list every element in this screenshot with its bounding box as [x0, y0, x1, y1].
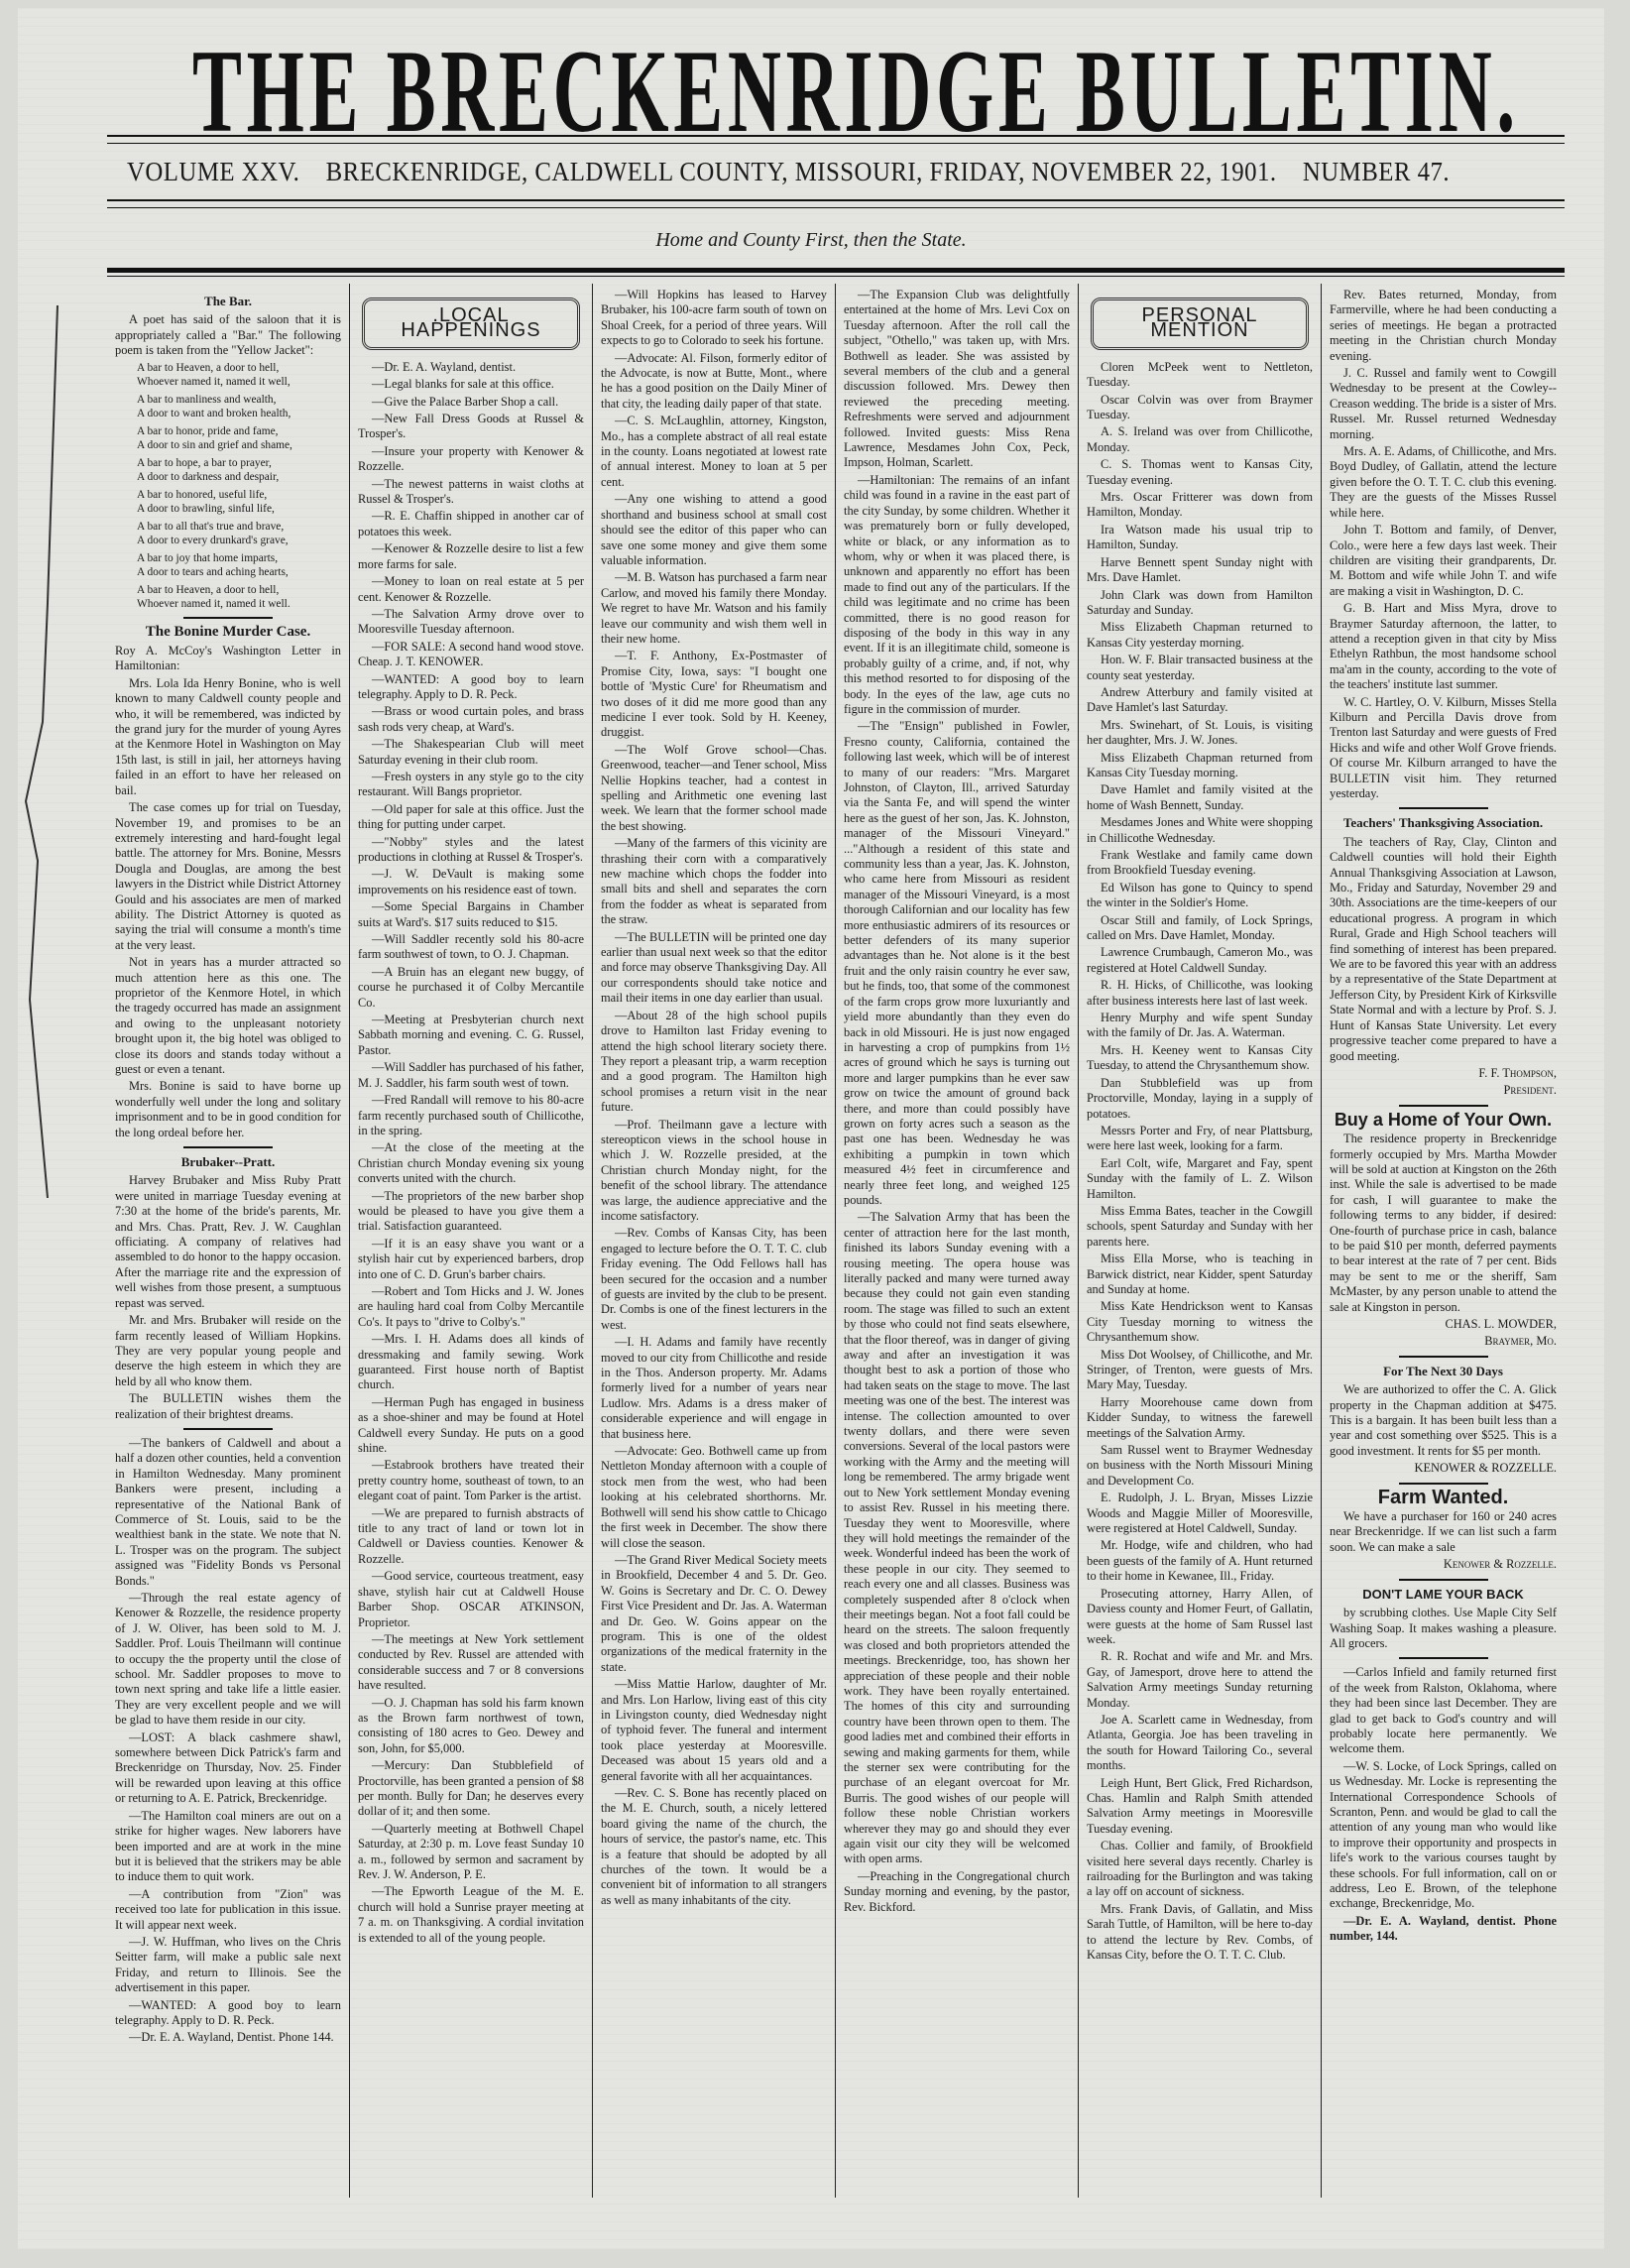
masthead-rule-top — [107, 135, 1565, 144]
news-item: —The Salvation Army drove over to Mooresville Tuesday afternoon. — [358, 606, 584, 637]
news-item: —Prof. Theilmann gave a lecture with stereopticon views in the school house in which J. W. Rozzelle presided, at the Christian church Monday night, for the benefit of the school library. The attendance was large, the audience appreciative and the income satisfactory. — [601, 1117, 827, 1223]
masthead — [18, 18, 1604, 158]
separator — [1399, 1105, 1488, 1107]
column-1 — [107, 284, 350, 2198]
poem — [115, 361, 341, 611]
signature-location: Braymer, Mo. — [1484, 1334, 1557, 1349]
personal-item: Oscar Colvin was over from Braymer Tuesday. — [1087, 392, 1313, 422]
personal-item: A. S. Ireland was over from Chillicothe, Monday. — [1087, 424, 1313, 454]
separator — [1399, 1356, 1488, 1358]
news-item: —T. F. Anthony, Ex-Postmaster of Promise City, Iowa, says: "I bought one bottle of 'Mystic Cure' for Rheumatism and two doses of it did me more good than any medicine I ever took. Sold by H. Keeney, druggist. — [601, 649, 827, 740]
poem-line: Whoever named it, named it well. — [137, 597, 291, 610]
news-item: —Estabrook brothers have treated their pretty country home, southeast of town, to an elegant coat of paint. Tom Parker is the artist. — [358, 1458, 584, 1503]
column-5 — [1079, 284, 1322, 2198]
ad-text: We are authorized to offer the C. A. Glick property in the Chapman addition at $475. This is a bargain. It has been built less than a year and cost something over $525. This is a good investment. It rents for $5 per month. — [1330, 1382, 1557, 1458]
personal-item: Miss Kate Hendrickson went to Kansas City Tuesday morning to witness the Chrysanthemum show. — [1087, 1299, 1313, 1345]
news-item: —Any one wishing to attend a good shorthand and business school at small cost should see the editor of this paper who can save one some money and give them some valuable information. — [601, 492, 827, 567]
byline: Roy A. McCoy's Washington Letter in Hamiltonian: — [115, 644, 341, 673]
news-item: —Dr. E. A. Wayland, Dentist. Phone 144. — [129, 2030, 334, 2045]
personal-item: Hon. W. F. Blair transacted business at the county seat yesterday. — [1087, 653, 1313, 682]
columns — [107, 284, 1565, 2198]
ad-heading-buy-a-home: Buy a Home of Your Own. — [1334, 1109, 1553, 1130]
personal-item: Miss Ella Morse, who is teaching in Barwick district, near Kidder, spent Saturday and Sunday at home. — [1087, 1252, 1313, 1296]
personal-item: Miss Emma Bates, teacher in the Cowgill schools, spent Saturday and Sunday with her parents here. — [1087, 1203, 1313, 1249]
poem-line: A bar to Heaven, a door to hell, — [137, 583, 280, 596]
news-item: —The Salvation Army that has been the center of attraction here for the last month, finished its labors Sunday evening with a rousing meeting. The opera house was literally packed and many were turned away because they could not gain even standing room. The stage was filled to such an extent by those who could not find seats elsewhere, that the floor thereof, was in danger of giving away and after an investigation it was thought best to ask a portion of those who had taken seats on the stage to move. The last meeting was one of the best. The interest was intense. The collection amounted to over twenty dollars, and there were seven conversions. Several of the local pastors were working with the Army and the meeting will long be remembered. The army brigade went out to New York settlement Monday evening to assist Rev. Russel in his meeting there. Tuesday they went to Mooresville, where they will hold meetings the remainder of the week. Wonderful indeed has been the work of these people in our city. They seemed to reach every one and all classes. Business was completely suspended after 8 o'clock when their meetings began. Not a foot fall could be heard on the streets. The saloon frequently was closed and both proprietors attended the meetings. Breckenridge, too, has shown her appreciation of these people and their noble work. They have been royally entertained. The homes of this city and surrounding country have been thrown open to them. The good ladies met and combined their efforts in sewing and making garments for them, while the sterner sex were contributing for the purchase of an elegant overcoat for Mr. Burris. The good wishes of our people will follow these noble Christian workers wherever they may go and should they ever again visit our city they will be welcomed with open arms. — [844, 1210, 1070, 1866]
section-heading-personal-mention: PERSONAL MENTION — [1091, 298, 1309, 350]
article-text: The teachers of Ray, Clay, Clinton and Caldwell counties will hold their Eighth Annual Thanksgiving Association at Lawson, Mo., Friday and Saturday, November 29 and 30th. Associations are the time-keepers of our educational progress. A program in which Rural, Grade and High School teachers will find something of interest has been prepared. We are to be favored this year with an address by a representative of the State Department at Jefferson City, by President Kirk of Kirksville State Normal and with a lecture by Prof. S. J. Hunt of Kansas State University. Let every progressive teacher come prepared to have a good meeting. — [1330, 834, 1557, 1063]
news-item: —Old paper for sale at this office. Just the thing for putting under carpet. — [358, 801, 584, 832]
poem-line: A door to want and broken health, — [137, 407, 291, 419]
poem-line: A bar to hope, a bar to prayer, — [137, 456, 272, 469]
personal-item: J. C. Russel and family went to Cowgill Wednesday to be present at the Cowley--Creason wedding. The bride is a sister of Mrs. Russel. Mr. Russel returned Wednesday morning. — [1330, 366, 1557, 441]
news-item: —The "Ensign" published in Fowler, Fresno county, California, contained the following last week, which will be of interest to many of our readers: "Mrs. Margaret Johnston, of Clayton, Ill., arrived Saturday via the Santa Fe, and will spend the winter here as the guest of her son, Jas. K. Johnston, manager of the Missouri Vineyard." ..."Although a resident of this state and community less than a year, Jas. K. Johnston, who came here from Missouri as resident manager of the Missouri Vineyard, is a most thorough Californian and our locality has few more enthusiastic admirers of its resources or better defenders of its many superior advantages than he. Not alone is it the best fruit and the only raisin country he ever saw, but he finds, too, that some of the commonest of the farm crops grow more luxuriantly and yield more abundantly than they even do back in old Missouri. He is just now engaged in harvesting a crop of pumpkins from 1½ acres of ground which he says is turning out more and larger pumpkins than he ever saw grow on twice the amount of ground back there, and more than could possibly have grown on forty acres such a season as the past one has been. Wednesday he was exhibiting a pumpkin in town which measured 4½ feet in circumference and nearly three feet long, and weighed 125 pounds. — [844, 719, 1070, 1207]
news-item: —New Fall Dress Goods at Russel & Trosper's. — [358, 412, 584, 441]
poem-line: A bar to joy that home imparts, — [137, 551, 279, 564]
heavy-rule — [107, 268, 1565, 273]
news-item: —The Epworth League of the M. E. church will hold a Sunrise prayer meeting at 7 a. m. on Thanksgiving. A cordial invitation is extended to all of the young people. — [358, 1884, 584, 1945]
news-item: —Will Hopkins has leased to Harvey Brubaker, his 100-acre farm south of town on Shoal Creek, for a period of three years. Will expects to go to Colorado to seek his fortune. — [601, 288, 827, 348]
paper-tear-decoration — [18, 305, 77, 1198]
news-item: —Insure your property with Kenower & Rozzelle. — [358, 443, 584, 474]
news-item: —Will Saddler has purchased of his father, M. J. Saddler, his farm south west of town. — [358, 1060, 584, 1090]
newspaper-title: THE BRECKENRIDGE BULLETIN. — [192, 24, 1520, 158]
personal-item: Miss Dot Woolsey, of Chillicothe, and Mr. Stringer, of Trenton, were guests of Mrs. Mary May, Tuesday. — [1087, 1347, 1313, 1392]
personal-item: Mrs. Swinehart, of St. Louis, is visiting her daughter, Mrs. J. W. Jones. — [1087, 717, 1313, 748]
news-item: —The BULLETIN will be printed one day earlier than usual next week so that the editor and force may observe Thanksgiving Day. All our correspondents should take notice and mail their items in one day earlier than usual. — [601, 929, 827, 1006]
news-item: —Give the Palace Barber Shop a call. — [372, 394, 559, 409]
news-item: —Quarterly meeting at Bothwell Chapel Saturday, at 2:30 p. m. Love feast Sunday 10 a. m., followed by sermon and sacrament by Rev. J. W. Anderson, P. E. — [358, 1821, 584, 1881]
news-item: —Through the real estate agency of Kenower & Rozzelle, the residence property of J. W. Oliver, has been sold to M. J. Saddler. Prof. Louis Theilmann will continue to occupy the the property until the close of school. Mr. Saddler proposes to move to town next spring and take life a little easier. They are very excellent people and we will be glad to have them reside in our city. — [115, 1591, 341, 1728]
news-item: —J. W. DeVault is making some improvements on his residence east of town. — [358, 867, 584, 896]
news-item: —If it is an easy shave you want or a stylish hair cut by experienced barbers, drop into one of C. D. Grun's barber chairs. — [358, 1236, 584, 1281]
news-item: —Fresh oysters in any style go to the city restaurant. Will Bangs proprietor. — [358, 769, 584, 799]
ad-text: by scrubbing clothes. Use Maple City Self Washing Soap. It makes washing a pleasure. All grocers. — [1330, 1606, 1557, 1650]
personal-item: Mrs. Oscar Fritterer was down from Hamilton, Monday. — [1087, 490, 1313, 520]
news-item: —M. B. Watson has purchased a farm near Carlow, and moved his family there Monday. We regret to have Mr. Watson and his family leave our community and wish them well in their new home. — [601, 570, 827, 646]
poem-line: A door to sin and grief and shame, — [137, 438, 292, 451]
personal-item: Oscar Still and family, of Lock Springs, called on Mrs. Dave Hamlet, Monday. — [1087, 912, 1313, 943]
personal-item: E. Rudolph, J. L. Bryan, Misses Lizzie Woods and Maggie Miller of Mooresville, were registered at Hotel Caldwell, Sunday. — [1087, 1491, 1313, 1536]
dateline — [127, 157, 1450, 187]
news-item: —The Wolf Grove school—Chas. Greenwood, teacher—and Tener school, Miss Nellie Hopkins teacher, had a contest in spelling and Arithmetic one evening last week. We learn that the former school made the best showing. — [601, 742, 827, 833]
news-item: —Some Special Bargains in Chamber suits at Ward's. $17 suits reduced to $15. — [358, 899, 584, 929]
poem-line: A door to brawling, sinful life, — [137, 502, 275, 515]
poem-line: A door to every drunkard's grave, — [137, 534, 289, 546]
article-heading-teachers: Teachers' Thanksgiving Association. — [1342, 815, 1544, 831]
personal-item: Frank Westlake and family came down from Brookfield Tuesday evening. — [1087, 848, 1313, 878]
article-text: Mrs. Lola Ida Henry Bonine, who is well known to many Caldwell county people and who, it will be remembered, was indicted by the grand jury for the murder of young Ayres at the Kenmore Hotel in Washington on May 15th last, is still in jail, her attorneys having failed in an effort to have her released on bail. — [115, 675, 341, 797]
personal-item: Earl Colt, wife, Margaret and Fay, spent Sunday with the family of L. Z. Wilson Hamilton. — [1087, 1155, 1313, 1201]
personal-item: R. H. Hicks, of Chillicothe, was looking after business interests here last of last week. — [1087, 978, 1313, 1008]
ad-text: We have a purchaser for 160 or 240 acres near Breckenridge. If we can list such a farm soon. We can make a sale — [1330, 1509, 1557, 1554]
news-item: —The Grand River Medical Society meets in Brookfield, December 4 and 5. Dr. Geo. W. Goins is Secretary and Dr. C. O. Dewey First Vice President and Dr. Jas. A. Waterman and Dr. Geo. W. Goins appear on the program. This is one of the oldest organizations of the medical fraternity in the state. — [601, 1552, 827, 1674]
news-item: —Mercury: Dan Stubblefield of Proctorville, has been granted a pension of $8 per month. Bully for Dan; he deserves every dollar of it; and then some. — [358, 1758, 584, 1819]
personal-item: Dan Stubblefield was up from Proctorville, Monday, laying in a supply of potatoes. — [1087, 1075, 1313, 1121]
news-item: —Will Saddler recently sold his 80-acre farm southwest of town, to O. J. Chapman. — [358, 932, 584, 962]
poem-line: Whoever named it, named it well, — [137, 375, 291, 388]
news-item: —Mrs. I. H. Adams does all kinds of dressmaking and family sewing. Work guaranteed. First house north of Baptist church. — [358, 1332, 584, 1392]
personal-item: W. C. Hartley, O. V. Kilburn, Misses Stella Kilburn and Percilla Davis drove from Trenton last Saturday and were guests of Fred Hicks and wife and other Wolf Grove friends. Of course Mr. Kilburn arranged to have the BULLETIN visit him. They returned yesterday. — [1330, 694, 1557, 800]
news-item: —J. W. Huffman, who lives on the Chris Seitter farm, will make a public sale next Friday, and return to Illinois. See the advertisement in this paper. — [115, 1934, 341, 1995]
personal-item: Harve Bennett spent Sunday night with Mrs. Dave Hamlet. — [1087, 554, 1313, 585]
signature: KENOWER & ROZZELLE. — [1414, 1461, 1557, 1476]
news-item: —Rev. Combs of Kansas City, has been engaged to lecture before the O. T. T. C. club Friday evening. The Odd Fellows hall has been secured for the occasion and a number of guests are invited by the club to be present. Dr. Combs is one of the finest lecturers in the west. — [601, 1226, 827, 1332]
poem-line: A bar to honored, useful life, — [137, 488, 268, 501]
poem-line: A door to tears and aching hearts, — [137, 565, 289, 578]
personal-item: Mrs. A. E. Adams, of Chillicothe, and Mrs. Boyd Dudley, of Gallatin, attend the lecture given before the O. T. T. C. club this evening. They are the guests of the Misses Russel while here. — [1330, 444, 1557, 520]
separator — [183, 617, 273, 619]
personal-item: Rev. Bates returned, Monday, from Farmerville, where he had been conducting a series of meetings. He began a protracted meeting in the Christian church Monday evening. — [1330, 288, 1557, 363]
news-item: —Advocate: Al. Filson, formerly editor of the Advocate, is now at Butte, Mont., where he has a good position on the Daily Miner of that city, the leading daily paper of that state. — [601, 350, 827, 411]
news-item: —Dr. E. A. Wayland, dentist. — [372, 359, 517, 374]
news-item: —Herman Pugh has engaged in business as a shoe-shiner and may be found at Hotel Caldwell every Sunday. He puts on a good shine. — [358, 1394, 584, 1456]
article-text: A poet has said of the saloon that it is appropriately called a "Bar." The following poem is taken from the "Yellow Jacket": — [115, 312, 341, 358]
news-item: —Preaching in the Congregational church Sunday morning and evening, by the pastor, Rev. Bickford. — [844, 1868, 1070, 1914]
poem-line: A bar to manliness and wealth, — [137, 393, 277, 406]
news-item: —LOST: A black cashmere shawl, somewhere between Dick Patrick's farm and Breckenridge on Thursday, Nov. 25. Finder will be rewarded upon leaving at this office or returning to A. E. Patrick, Breckenridge. — [115, 1730, 341, 1806]
news-item: —Many of the farmers of this vicinity are thrashing their corn with a comparatively new machine which chops the fodder into small bits and shell and separates the corn from the fodder as wheat is separated from the straw. — [601, 836, 827, 927]
article-text: Mr. and Mrs. Brubaker will reside on the farm recently leased of William Hopkins. They are very popular young people and deserve the high esteem in which they are held by all who know them. — [115, 1313, 341, 1388]
news-item: —FOR SALE: A second hand wood stove. Cheap. J. T. KENOWER. — [358, 639, 584, 669]
article-heading-bar: The Bar. — [204, 294, 252, 308]
news-item: —Advocate: Geo. Bothwell came up from Nettleton Monday afternoon with a couple of stock men from the west, who had been looking at his celebrated shorthorns. Mr. Bothwell will send his show cattle to Chicago the first week in December. The show there will close the season. — [601, 1444, 827, 1550]
news-item: —Brass or wood curtain poles, and brass sash rods very cheap, at Ward's. — [358, 704, 584, 734]
signature-title: President. — [1503, 1083, 1557, 1098]
personal-item: Mrs. Frank Davis, of Gallatin, and Miss Sarah Tuttle, of Hamilton, will be here to-day to attend the lecture by Rev. Combs, of Kansas City, before the O. T. T. C. Club. — [1087, 1901, 1313, 1963]
news-item: —W. S. Locke, of Lock Springs, called on us Wednesday. Mr. Locke is representing the International Correspondence Schools of Scranton, Penn. and would be glad to call the attention of any young man who would like to improve their opportunity and prospects in life's work to the various courses taught by these schools. For full information, call on or address, Leo E. Brown, of the telephone exchange, Breckenridge, Mo. — [1330, 1758, 1557, 1911]
news-item: —The Shakespearian Club will meet Saturday evening in their club room. — [358, 737, 584, 767]
ad-heading-farm-wanted: Farm Wanted. — [1377, 1486, 1509, 1508]
newspaper-page — [18, 8, 1604, 2249]
article-heading-bonine: The Bonine Murder Case. — [145, 623, 311, 640]
article-heading-wedding: Brubaker--Pratt. — [180, 1154, 276, 1170]
poem-line: A bar to honor, pride and fame, — [137, 424, 279, 437]
personal-item: Andrew Atterbury and family visited at Dave Hamlet's last Saturday. — [1087, 684, 1313, 715]
news-item: —Meeting at Presbyterian church next Sabbath morning and evening. C. G. Russel, Pastor. — [358, 1013, 584, 1057]
signature: F. F. Thompson, — [1478, 1065, 1557, 1080]
ad-heading-lame-back: DON'T LAME YOUR BACK — [1362, 1586, 1524, 1602]
separator — [183, 1146, 273, 1148]
personal-item: Dave Hamlet and family visited at the home of Wash Bennett, Sunday. — [1087, 782, 1313, 812]
poem-line: A door to darkness and despair, — [137, 470, 280, 483]
news-item: —WANTED: A good boy to learn telegraphy. Apply to D. R. Peck. — [358, 671, 584, 701]
news-item: —Carlos Infield and family returned first of the week from Ralston, Oklahoma, where they had been since last December. They are glad to get back to God's country and will probably locate here permanently. We welcome them. — [1330, 1665, 1557, 1756]
separator — [1399, 1657, 1488, 1659]
news-item: —WANTED: A good boy to learn telegraphy. Apply to D. R. Peck. — [115, 1997, 341, 2027]
news-item: —The Expansion Club was delightfully entertained at the home of Mrs. Levi Cox on Tuesday afternoon. After the roll call the subject, "Othello," was taken up, with Mrs. Bothwell as leader. She was assisted by several members of the club and a general discussion followed. Mrs. Dewey then reviewed the preceding meeting. Refreshments were served and adjournment followed. Invited guests: Miss Rena Lawrence, Mesdames John Cox, Peck, Impson, Holman, Scarlett. — [844, 288, 1070, 470]
news-item: —Money to loan on real estate at 5 per cent. Kenower & Rozzelle. — [358, 574, 584, 604]
column-4 — [836, 284, 1079, 2198]
news-item: —The newest patterns in waist cloths at Russel & Trosper's. — [358, 476, 584, 507]
news-item: —A contribution from "Zion" was received too late for publication in this issue. It will appear next week. — [115, 1886, 341, 1932]
personal-item: C. S. Thomas went to Kansas City, Tuesday evening. — [1087, 457, 1313, 487]
news-item: —The meetings at New York settlement conducted by Rev. Russel are attended with considerable success and 7 or 8 conversions have resulted. — [358, 1631, 584, 1693]
personal-item: Miss Elizabeth Chapman returned to Kansas City yesterday morning. — [1087, 620, 1313, 650]
signature: CHAS. L. MOWDER, — [1445, 1317, 1557, 1331]
news-item: —I. H. Adams and family have recently moved to our city from Chillicothe and reside in the Thos. Anderson property. Mr. Adams formerly lived for a number of years near Ludlow. Mrs. Adams is a dress maker of considerable experience and will engage in that business here. — [601, 1335, 827, 1441]
news-item: —Good service, courteous treatment, easy shave, stylish hair cut at Caldwell House Barber Shop. OSCAR ATKINSON, Proprietor. — [358, 1569, 584, 1629]
thin-rule — [107, 276, 1565, 277]
personal-item: Messrs Porter and Fry, of near Plattsburg, were here last week, looking for a farm. — [1087, 1123, 1313, 1153]
personal-item: R. R. Rochat and wife and Mr. and Mrs. Gay, of Jamesport, drove here to attend the Salvation Army meetings Sunday returning Monday. — [1087, 1649, 1313, 1710]
issue-number: NUMBER 47. — [1302, 157, 1450, 186]
personal-item: Sam Russel went to Braymer Wednesday on business with the North Missouri Mining and Development Co. — [1087, 1443, 1313, 1488]
separator — [1399, 1483, 1488, 1485]
news-item: —Fred Randall will remove to his 80-acre farm recently purchased south of Chillicothe, in the spring. — [358, 1093, 584, 1137]
personal-item: Mesdames Jones and White were shopping in Chillicothe Wednesday. — [1087, 815, 1313, 845]
personal-item: Joe A. Scarlett came in Wednesday, from Atlanta, Georgia. Joe has been traveling in the south for Howard Tailoring Co., several months. — [1087, 1712, 1313, 1773]
news-item: —R. E. Chaffin shipped in another car of potatoes this week. — [358, 509, 584, 538]
news-item: —A Bruin has an elegant new buggy, of course he purchased it of Colby Mercantile Co. — [358, 964, 584, 1010]
personal-item: Lawrence Crumbaugh, Cameron Mo., was registered at Hotel Caldwell Sunday. — [1087, 945, 1313, 975]
personal-item: Cloren McPeek went to Nettleton, Tuesday. — [1087, 359, 1313, 390]
personal-item: Miss Elizabeth Chapman returned from Kansas City Tuesday morning. — [1087, 750, 1313, 779]
news-item: —Hamiltonian: The remains of an infant child was found in a ravine in the east part of the city Sunday, by some children. Whether it was prematurely born or fully developed, white or black, or any information as to whom, why or when it was placed there, is unknown and apparently no effort has been made to find out any of the particulars. If the child was legitimate and no crime has been committed, there is no good reason for disposing of the body in this way in any event. If it is an illegitimate child, someone is probably guilty of a crime, and, if not, why this method resorted to for disposing of the body. In the eyes of the law, age cuts no figure in the commission of murder. — [844, 472, 1070, 716]
column-3 — [593, 284, 836, 2198]
news-item: —Rev. C. S. Bone has recently placed on the M. E. Church, south, a nicely lettered board giving the name of the church, the hours of service, the pastor's name, etc. This is a feature that should be adopted by all churches of the town. It would be a convenient bit of information to all strangers as well as many inhabitants of the city. — [601, 1786, 827, 1907]
column-6 — [1322, 284, 1565, 2198]
news-item: —About 28 of the high school pupils drove to Hamilton last Friday evening to attend the high school literary society there. They report a pleasant trip, a warm reception and a good program. The Hamilton high school promises a return visit in the near future. — [601, 1008, 827, 1115]
news-item: —"Nobby" styles and the latest productions in clothing at Russel & Trosper's. — [358, 834, 584, 864]
personal-item: John Clark was down from Hamilton Saturday and Sunday. — [1087, 587, 1313, 617]
news-item: —The bankers of Caldwell and about a half a dozen other counties, held a convention in Hamilton Wednesday. Many prominent Bankers were present, including a representative of the National Bank of Commerce of St. Louis, said to be the wealthiest bank in the state. We note that N. L. Trosper was on the program. The subject assigned was "Fidelity Bonds vs Personal Bonds." — [115, 1435, 341, 1588]
personal-item: Ed Wilson has gone to Quincy to spend the winter in the Soldier's Home. — [1087, 880, 1313, 910]
news-item: —O. J. Chapman has sold his farm known as the Brown farm northwest of town, consisting of 180 acres to Geo. Dewey and son, John, for $5,000. — [358, 1695, 584, 1755]
personal-item: Mr. Hodge, wife and children, who had been guests of the family of A. Hunt returned to their home in Kewanee, Ill., Friday. — [1087, 1538, 1313, 1584]
news-item: —Dr. E. A. Wayland, dentist. Phone number, 144. — [1330, 1913, 1557, 1944]
personal-item: Mrs. H. Keeney went to Kansas City Tuesday, to attend the Chrysanthemum show. — [1087, 1042, 1313, 1073]
news-item: —Miss Mattie Harlow, daughter of Mr. and Mrs. Lon Harlow, living east of this city in Livingston county, died Wednesday night of typhoid fever. The funeral and interment took place yesterday at Mooresville. Deceased was about 15 years old and a general favorite with all her acquaintances. — [601, 1677, 827, 1783]
news-item: —Kenower & Rozzelle desire to list a few more farms for sale. — [358, 541, 584, 571]
personal-item: Leigh Hunt, Bert Glick, Fred Richardson, Chas. Hamlin and Ralph Smith attended Salvation Army meetings in Mooresville Tuesday evening. — [1087, 1775, 1313, 1836]
column-2 — [350, 284, 593, 2198]
news-item: —Legal blanks for sale at this office. — [372, 377, 554, 392]
personal-item: Chas. Collier and family, of Brookfield visited here several days recently. Charley is railroading for the Burlington and was taking a lay off on account of sickness. — [1087, 1839, 1313, 1899]
separator — [1399, 807, 1488, 809]
signature: Kenower & Rozzelle. — [1443, 1557, 1557, 1572]
article-text: The case comes up for trial on Tuesday, November 19, and promises to be an extremely interesting and hard-fought legal battle. The attorney for Mrs. Bonine, Messrs Dougla and Douglas, are among the best lawyers in the District while District Attorney Gould and his associates are men of marked ability. The District Attorney is quoted as saying the trial will consume a month's time at the very least. — [115, 800, 341, 952]
news-item: —C. S. McLaughlin, attorney, Kingston, Mo., has a complete abstract of all real estate in the county. Loans negotiated at lowest rate of annual interest. Money to loan at 5 per cent. — [601, 414, 827, 489]
personal-item: Harry Moorehouse came down from Kidder Sunday, to witness the farewell meetings of the Salvation Army. — [1087, 1394, 1313, 1440]
news-item: —The proprietors of the new barber shop would be pleased to have you give them a trial. Satisfaction guaranteed. — [358, 1188, 584, 1234]
news-item: —We are prepared to furnish abstracts of title to any tract of land or town lot in Caldwell or Daviess counties. Kenower & Rozzelle. — [358, 1505, 584, 1566]
poem-line: A bar to all that's true and brave, — [137, 520, 285, 533]
news-item: —At the close of the meeting at the Christian church Monday evening six young converts united with the church. — [358, 1140, 584, 1186]
article-text: Mrs. Bonine is said to have borne up wonderfully well under the long and solitary imprisonment and to be in good condition for the long ordeal before her. — [115, 1079, 341, 1139]
masthead-rule-bottom — [107, 199, 1565, 208]
personal-item: Henry Murphy and wife spent Sunday with the family of Dr. Jas. A. Waterman. — [1087, 1011, 1313, 1040]
motto: Home and County First, then the State. — [655, 229, 967, 251]
section-heading-local-happenings: .LOCAL HAPPENINGS — [362, 298, 580, 350]
place-date: BRECKENRIDGE, CALDWELL COUNTY, MISSOURI, FRIDAY, NOVEMBER 22, 1901. — [325, 157, 1277, 186]
volume-label: VOLUME XXV. — [127, 157, 300, 186]
news-item: —Robert and Tom Hicks and J. W. Jones are hauling hard coal from Colby Mercantile Co's. It pays to "drive to Colby's." — [358, 1283, 584, 1329]
ad-text: The residence property in Breckenridge formerly occupied by Mrs. Martha Mowder will be sold at auction at Kingston on the 26th inst. While the sale is advertised to be made for cash, I will guarantee to make the following terms to any bidder, if desired: One-fourth of purchase price in cash, balance to be paid $10 per month, deferred payments to bear interest at the rate of 7 per cent. Bids may be sent to me or the sheriff, Sam McMaster, by any person unable to attend the sale at Kingston in person. — [1330, 1132, 1557, 1314]
article-text: Not in years has a murder attracted so much attention here as this one. The proprietor of the Kenmore Hotel, in which the tragedy occurred has made an assignment and owing to the unpleasant notoriety brought upon it, the big hotel was obliged to close its doors and stands today without a guest or even a tenant. — [115, 955, 341, 1076]
separator — [1399, 1579, 1488, 1581]
personal-item: Prosecuting attorney, Harry Allen, of Daviess county and Homer Feurt, of Gallatin, were guests at the home of Sam Russel last week. — [1087, 1586, 1313, 1646]
personal-item: Ira Watson made his usual trip to Hamilton, Sunday. — [1087, 522, 1313, 552]
personal-item: G. B. Hart and Miss Myra, drove to Braymer Saturday afternoon, the latter, to attend a reception given in that city by Miss Ethelyn Rathbun, the most handsome school ma'am in the county, according to the vote of the teachers' institute last summer. — [1330, 601, 1557, 692]
ad-heading-next-30-days: For The Next 30 Days — [1383, 1363, 1503, 1378]
article-text: The BULLETIN wishes them the realization of their brightest dreams. — [115, 1391, 341, 1421]
news-item: —The Hamilton coal miners are out on a strike for higher wages. New laborers have been imported and are at work in the mine but it is believed that the strikers may be able to induce them to quit work. — [115, 1808, 341, 1884]
personal-item: John T. Bottom and family, of Denver, Colo., were here a few days last week. Their children are visiting their grandparents, Dr. M. Bottom and wife while John T. and wife are making a visit in Washington, D. C. — [1330, 523, 1557, 598]
poem-line: A bar to Heaven, a door to hell, — [137, 361, 280, 374]
separator — [183, 1428, 273, 1430]
article-text: Harvey Brubaker and Miss Ruby Pratt were united in marriage Tuesday evening at 7:30 at the home of the bride's parents, Mr. and Mrs. Chas. Pratt, Rev. J. W. Caughlan officiating. A company of relatives had assembled to do honor to the happy occasion. After the marriage rite and the expression of well wishes from those present, a sumptuous repast was served. — [115, 1173, 341, 1310]
